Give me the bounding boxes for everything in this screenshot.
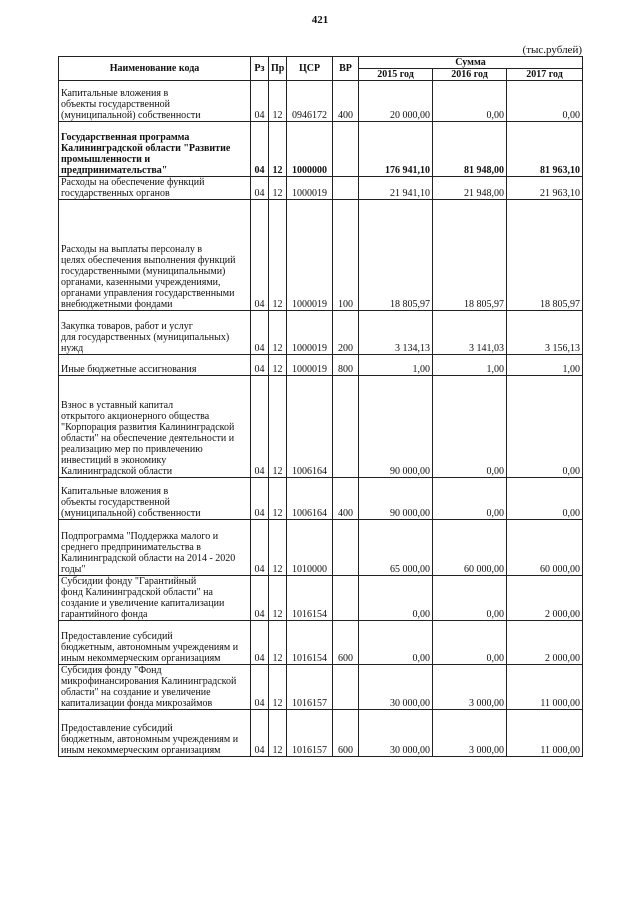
row-rz: 04 (251, 621, 269, 665)
table-row (59, 478, 583, 520)
row-pr: 12 (269, 311, 287, 355)
row-csr: 1016157 (287, 710, 333, 757)
table-row (59, 122, 583, 177)
row-2015: 3 134,13 (359, 311, 433, 355)
row-csr: 1000000 (287, 122, 333, 177)
row-2016: 18 805,97 (433, 200, 507, 311)
row-2016: 0,00 (433, 376, 507, 478)
row-name: Взнос в уставный капитал открытого акционерного общества "Корпорация развития Калининградской области" на обеспечение деятельности и реализацию мер по привлечению инвестиций в экономику Калининградской области (59, 376, 251, 478)
row-rz: 04 (251, 200, 269, 311)
row-2017: 0,00 (507, 81, 583, 122)
row-csr: 1016154 (287, 576, 333, 621)
row-vr (333, 576, 359, 621)
row-2017: 0,00 (507, 478, 583, 520)
row-2016: 60 000,00 (433, 520, 507, 576)
row-2016: 1,00 (433, 355, 507, 376)
row-2017: 1,00 (507, 355, 583, 376)
row-2015: 1,00 (359, 355, 433, 376)
row-vr: 600 (333, 710, 359, 757)
row-vr: 200 (333, 311, 359, 355)
table-row (59, 311, 583, 355)
row-rz: 04 (251, 665, 269, 710)
table-row (59, 177, 583, 200)
row-pr: 12 (269, 376, 287, 478)
budget-table (58, 56, 583, 757)
row-name: Иные бюджетные ассигнования (59, 355, 251, 376)
header-vr: ВР (333, 57, 359, 81)
row-2016: 0,00 (433, 621, 507, 665)
row-2017: 2 000,00 (507, 621, 583, 665)
row-rz: 04 (251, 576, 269, 621)
table-row (59, 81, 583, 122)
row-name: Государственная программа Калининградской области "Развитие промышленности и предпринимательства" (59, 122, 251, 177)
row-2015: 0,00 (359, 621, 433, 665)
row-csr: 1006164 (287, 376, 333, 478)
row-csr: 1016154 (287, 621, 333, 665)
row-pr: 12 (269, 665, 287, 710)
header-rz: Рз (251, 57, 269, 81)
unit-note: (тыс.рублей) (522, 44, 582, 56)
row-2015: 0,00 (359, 576, 433, 621)
row-pr: 12 (269, 576, 287, 621)
row-2017: 11 000,00 (507, 665, 583, 710)
row-vr (333, 520, 359, 576)
row-name: Предоставление субсидий бюджетным, автономным учреждениям и иным некоммерческим организациям (59, 710, 251, 757)
row-pr: 12 (269, 355, 287, 376)
row-vr (333, 122, 359, 177)
table-row (59, 200, 583, 311)
row-vr: 400 (333, 478, 359, 520)
row-rz: 04 (251, 122, 269, 177)
row-csr: 1000019 (287, 177, 333, 200)
row-name: Капитальные вложения в объекты государственной (муниципальной) собственности (59, 478, 251, 520)
row-2016: 0,00 (433, 81, 507, 122)
row-2017: 18 805,97 (507, 200, 583, 311)
row-2015: 30 000,00 (359, 710, 433, 757)
row-pr: 12 (269, 520, 287, 576)
row-2015: 65 000,00 (359, 520, 433, 576)
header-2017: 2017 год (507, 69, 583, 81)
row-csr: 1000019 (287, 311, 333, 355)
row-2015: 21 941,10 (359, 177, 433, 200)
row-2015: 90 000,00 (359, 478, 433, 520)
row-2016: 3 141,03 (433, 311, 507, 355)
row-rz: 04 (251, 710, 269, 757)
row-csr: 0946172 (287, 81, 333, 122)
header-pr: Пр (269, 57, 287, 81)
row-2015: 90 000,00 (359, 376, 433, 478)
row-2016: 3 000,00 (433, 710, 507, 757)
row-2015: 30 000,00 (359, 665, 433, 710)
row-rz: 04 (251, 311, 269, 355)
row-vr: 800 (333, 355, 359, 376)
row-name: Подпрограмма "Поддержка малого и среднего предпринимательства в Калининградской области на 2014 - 2020 годы" (59, 520, 251, 576)
row-pr: 12 (269, 81, 287, 122)
row-vr (333, 177, 359, 200)
table-row (59, 710, 583, 757)
row-csr: 1000019 (287, 355, 333, 376)
table-row (59, 376, 583, 478)
row-2017: 81 963,10 (507, 122, 583, 177)
table-row (59, 576, 583, 621)
row-name: Расходы на выплаты персоналу в целях обеспечения выполнения функций государственными (муниципальными) органами, казенными учреждениями, органами управления государственными внебюджетными фондами (59, 200, 251, 311)
row-csr: 1000019 (287, 200, 333, 311)
row-vr (333, 665, 359, 710)
row-name: Субсидии фонду "Гарантийный фонд Калининградской области" на создание и увеличение капитализации гарантийного фонда (59, 576, 251, 621)
table-row (59, 520, 583, 576)
row-rz: 04 (251, 478, 269, 520)
row-rz: 04 (251, 355, 269, 376)
row-pr: 12 (269, 200, 287, 311)
row-pr: 12 (269, 177, 287, 200)
row-pr: 12 (269, 122, 287, 177)
row-name: Закупка товаров, работ и услуг для государственных (муниципальных) нужд (59, 311, 251, 355)
row-2015: 18 805,97 (359, 200, 433, 311)
table-row (59, 355, 583, 376)
row-csr: 1010000 (287, 520, 333, 576)
row-2017: 2 000,00 (507, 576, 583, 621)
row-2016: 21 948,00 (433, 177, 507, 200)
row-rz: 04 (251, 520, 269, 576)
row-pr: 12 (269, 710, 287, 757)
row-2016: 0,00 (433, 576, 507, 621)
row-pr: 12 (269, 621, 287, 665)
row-pr: 12 (269, 478, 287, 520)
table-row (59, 621, 583, 665)
header-csr: ЦСР (287, 57, 333, 81)
row-2017: 11 000,00 (507, 710, 583, 757)
header-sum: Сумма (359, 57, 583, 69)
row-rz: 04 (251, 177, 269, 200)
row-2017: 21 963,10 (507, 177, 583, 200)
row-name: Капитальные вложения в объекты государственной (муниципальной) собственности (59, 81, 251, 122)
row-2016: 0,00 (433, 478, 507, 520)
row-2017: 0,00 (507, 376, 583, 478)
row-name: Расходы на обеспечение функций государственных органов (59, 177, 251, 200)
header-2015: 2015 год (359, 69, 433, 81)
row-vr (333, 376, 359, 478)
row-2015: 20 000,00 (359, 81, 433, 122)
row-2017: 60 000,00 (507, 520, 583, 576)
page-number: 421 (311, 14, 329, 26)
row-2015: 176 941,10 (359, 122, 433, 177)
row-csr: 1016157 (287, 665, 333, 710)
header-2016: 2016 год (433, 69, 507, 81)
table-row (59, 665, 583, 710)
row-csr: 1006164 (287, 478, 333, 520)
row-name: Предоставление субсидий бюджетным, автономным учреждениям и иным некоммерческим организациям (59, 621, 251, 665)
row-rz: 04 (251, 81, 269, 122)
row-2017: 3 156,13 (507, 311, 583, 355)
row-vr: 100 (333, 200, 359, 311)
row-2016: 3 000,00 (433, 665, 507, 710)
header-name: Наименование кода (59, 57, 251, 81)
row-rz: 04 (251, 376, 269, 478)
row-2016: 81 948,00 (433, 122, 507, 177)
row-vr: 400 (333, 81, 359, 122)
row-name: Субсидия фонду "Фонд микрофинансирования Калининградской области" на создание и увеличение капитализации фонда микрозаймов (59, 665, 251, 710)
row-vr: 600 (333, 621, 359, 665)
